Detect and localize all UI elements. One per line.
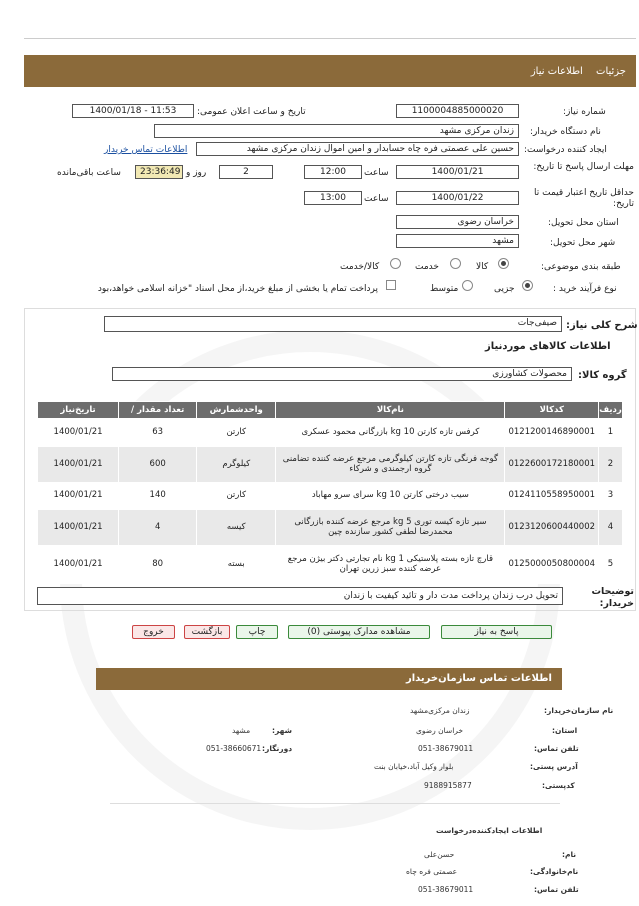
cell-name: قارچ تازه بسته پلاستیکی 1 kg نام تجارتی دکتر بیژن مرجع عرضه کننده سبز زرین تهران bbox=[276, 546, 505, 584]
creator-field[interactable]: حسین علی عصمتی فره چاه حسابدار و امین اموال زندان مرکزی مشهد bbox=[196, 142, 519, 156]
buyer-org-field[interactable]: زندان مرکزی مشهد bbox=[154, 124, 519, 138]
send-deadline-label: مهلت ارسال پاسخ تا تاریخ: bbox=[533, 162, 634, 172]
city-field[interactable]: مشهد bbox=[396, 234, 519, 248]
tab-details[interactable]: جزئیات bbox=[596, 66, 626, 77]
table-row[interactable] bbox=[38, 546, 623, 584]
print-button[interactable]: چاپ bbox=[236, 625, 278, 639]
cell-code: 0125000050800004 bbox=[505, 546, 599, 584]
cell-qty: 4 bbox=[119, 510, 197, 546]
table-row[interactable] bbox=[38, 419, 623, 447]
process-type-label: نوع فرآیند خرید : bbox=[553, 284, 617, 294]
payment-treasury-checkbox[interactable] bbox=[386, 280, 396, 290]
creator-family-label: نام‌خانوادگی: bbox=[530, 867, 579, 876]
send-time-field[interactable]: 12:00 bbox=[304, 165, 362, 179]
payment-treasury-note: پرداخت تمام یا بخشی از مبلغ خرید،از محل اسناد "خزانه اسلامی خواهد،بود bbox=[97, 284, 378, 294]
cell-row-number: 4 bbox=[599, 510, 623, 546]
announce-date-field[interactable]: 1400/01/18 - 11:53 bbox=[72, 104, 194, 118]
need-number-label: شماره نیاز: bbox=[563, 107, 606, 117]
contact-city-label: شهر: bbox=[272, 726, 292, 735]
cell-code: 0123120600440002 bbox=[505, 510, 599, 546]
creator-label: ایجاد کننده درخواست: bbox=[524, 145, 607, 155]
summary-label: شرح کلی نیاز: bbox=[566, 320, 638, 331]
creator-name-label: نام: bbox=[562, 850, 577, 859]
buyer-notes-label: توضیحات خریدار: bbox=[591, 586, 634, 610]
summary-field[interactable]: صیفی‌جات bbox=[104, 316, 562, 332]
remaining-time-field: 23:36:49 bbox=[135, 165, 183, 179]
goods-group-field[interactable]: محصولات کشاورزی bbox=[112, 367, 572, 381]
back-button[interactable]: بازگشت bbox=[184, 625, 230, 639]
goods-table bbox=[37, 401, 623, 584]
th-qty: تعداد مقدار / bbox=[119, 402, 197, 419]
process-partial-radio[interactable] bbox=[522, 280, 533, 291]
contact-divider bbox=[110, 803, 560, 804]
org-value: زندان مرکزی‌مشهد bbox=[410, 706, 470, 715]
cell-unit: کیلوگرم bbox=[197, 447, 276, 483]
cell-unit: کارتن bbox=[197, 419, 276, 447]
contact-province-label: استان: bbox=[552, 726, 578, 735]
buyer-contact-link[interactable]: اطلاعات تماس خریدار bbox=[104, 145, 188, 155]
creator-info-title: اطلاعات ایجادکننده‌درخواست bbox=[436, 826, 543, 835]
buyer-org-label: نام دستگاه خریدار: bbox=[530, 127, 601, 137]
category-service-label: خدمت bbox=[415, 262, 439, 272]
days-field[interactable]: 2 bbox=[219, 165, 273, 179]
cell-qty: 600 bbox=[119, 447, 197, 483]
process-medium-radio[interactable] bbox=[462, 280, 473, 291]
header-bar bbox=[24, 55, 636, 87]
top-divider bbox=[24, 38, 636, 39]
th-name: نام‌کالا bbox=[276, 402, 505, 419]
table-row[interactable] bbox=[38, 483, 623, 510]
contact-fax-label: دورنگار: bbox=[262, 744, 293, 753]
process-medium-label: متوسط bbox=[430, 284, 459, 294]
cell-date: 1400/01/21 bbox=[38, 419, 119, 447]
validity-time-label: ساعت bbox=[364, 194, 389, 204]
creator-name-value: حسن‌علی bbox=[424, 850, 455, 859]
cell-qty: 63 bbox=[119, 419, 197, 447]
contact-postal-label: کدپستی: bbox=[542, 781, 575, 790]
th-unit: واحدشمارش bbox=[197, 402, 276, 419]
contact-phone-label: تلفن تماس: bbox=[534, 744, 579, 753]
cell-unit: بسته bbox=[197, 546, 276, 584]
category-label: طبقه بندی موضوعی: bbox=[541, 262, 621, 272]
th-row-number: ردیف bbox=[599, 402, 623, 419]
table-row[interactable] bbox=[38, 447, 623, 483]
cell-date: 1400/01/21 bbox=[38, 546, 119, 584]
validity-label: حداقل تاریخ اعتبار قیمت تا تاریخ: bbox=[534, 188, 634, 209]
cell-qty: 140 bbox=[119, 483, 197, 510]
remaining-label: ساعت باقی‌مانده bbox=[57, 168, 121, 178]
contact-city-value: مشهد bbox=[232, 726, 251, 735]
cell-name: سیب درختی کارتن 10 kg سرای سرو مهاباد bbox=[276, 483, 505, 510]
goods-info-title: اطلاعات کالاهای موردنیاز bbox=[485, 341, 611, 352]
th-code: کدکالا bbox=[505, 402, 599, 419]
days-label: روز و bbox=[186, 168, 207, 178]
cell-code: 0122600172180001 bbox=[505, 447, 599, 483]
reply-button[interactable]: پاسخ به نیاز bbox=[441, 625, 552, 639]
cell-unit: کیسه bbox=[197, 510, 276, 546]
cell-name: گوجه فرنگی تازه کارتن کیلوگرمی مرجع عرضه کننده تضامنی گروه ارجمندی و شرکاء bbox=[276, 447, 505, 483]
cell-code: 0124110558950001 bbox=[505, 483, 599, 510]
cell-qty: 80 bbox=[119, 546, 197, 584]
category-service-radio[interactable] bbox=[450, 258, 461, 269]
category-goods-radio[interactable] bbox=[498, 258, 509, 269]
validity-date-field[interactable]: 1400/01/22 bbox=[396, 191, 519, 205]
buyer-notes-field[interactable]: تحویل درب زندان پرداخت مدت دار و تائید کیفیت با زندان bbox=[37, 587, 563, 605]
category-goods-service-radio[interactable] bbox=[390, 258, 401, 269]
contact-postal-value: 9188915877 bbox=[424, 781, 472, 790]
cell-date: 1400/01/21 bbox=[38, 447, 119, 483]
send-date-field[interactable]: 1400/01/21 bbox=[396, 165, 519, 179]
cell-date: 1400/01/21 bbox=[38, 483, 119, 510]
need-number-field[interactable]: 1100004885000020 bbox=[396, 104, 519, 118]
category-goods-service-label: کالا/خدمت bbox=[340, 262, 380, 272]
cell-row-number: 5 bbox=[599, 546, 623, 584]
creator-family-value: عصمتی فره چاه bbox=[406, 867, 458, 876]
table-row[interactable] bbox=[38, 510, 623, 546]
th-date: تاریخ‌نیاز bbox=[38, 402, 119, 419]
cell-name: کرفس تازه کارتن 10 kg بازرگانی محمود عسکری bbox=[276, 419, 505, 447]
cell-unit: کارتن bbox=[197, 483, 276, 510]
send-time-label: ساعت bbox=[364, 168, 389, 178]
creator-phone-label: تلفن تماس: bbox=[534, 885, 579, 894]
contact-section-title: اطلاعات تماس سازمان‌خریدار bbox=[96, 668, 562, 690]
contact-phone-value: 051-38679011 bbox=[418, 744, 474, 753]
cell-row-number: 1 bbox=[599, 419, 623, 447]
view-attachments-button[interactable]: مشاهده مدارک پیوستی (0) bbox=[288, 625, 430, 639]
table-header-row bbox=[38, 402, 623, 419]
cell-row-number: 2 bbox=[599, 447, 623, 483]
contact-province-value: خراسان رضوی bbox=[416, 726, 464, 735]
tab-need-info[interactable]: اطلاعات نیاز bbox=[530, 66, 583, 77]
cell-code: 0121200146890001 bbox=[505, 419, 599, 447]
validity-time-field[interactable]: 13:00 bbox=[304, 191, 362, 205]
cell-date: 1400/01/21 bbox=[38, 510, 119, 546]
org-label: نام سازمان‌خریدار: bbox=[544, 706, 614, 715]
goods-group-label: گروه کالا: bbox=[578, 370, 627, 381]
exit-button[interactable]: خروج bbox=[132, 625, 175, 639]
cell-name: سیر تازه کیسه توری 5 kg مرجع عرضه کننده بازرگانی محمدرضا لطفی کشور سازنده چین bbox=[276, 510, 505, 546]
province-label: استان محل تحویل: bbox=[548, 218, 619, 228]
contact-address-value: بلوار وکیل آباد،خیابان بنت bbox=[374, 762, 454, 771]
city-label: شهر محل تحویل: bbox=[550, 238, 616, 248]
contact-address-label: آدرس پستی: bbox=[530, 762, 578, 771]
category-goods-label: کالا bbox=[476, 262, 489, 272]
process-partial-label: جزیی bbox=[494, 284, 515, 294]
province-field[interactable]: خراسان رضوی bbox=[396, 215, 519, 229]
contact-fax-value: 051-38660671 bbox=[206, 744, 262, 753]
cell-row-number: 3 bbox=[599, 483, 623, 510]
announce-date-label: تاریخ و ساعت اعلان عمومی: bbox=[197, 107, 306, 117]
creator-phone-value: 051-38679011 bbox=[418, 885, 474, 894]
